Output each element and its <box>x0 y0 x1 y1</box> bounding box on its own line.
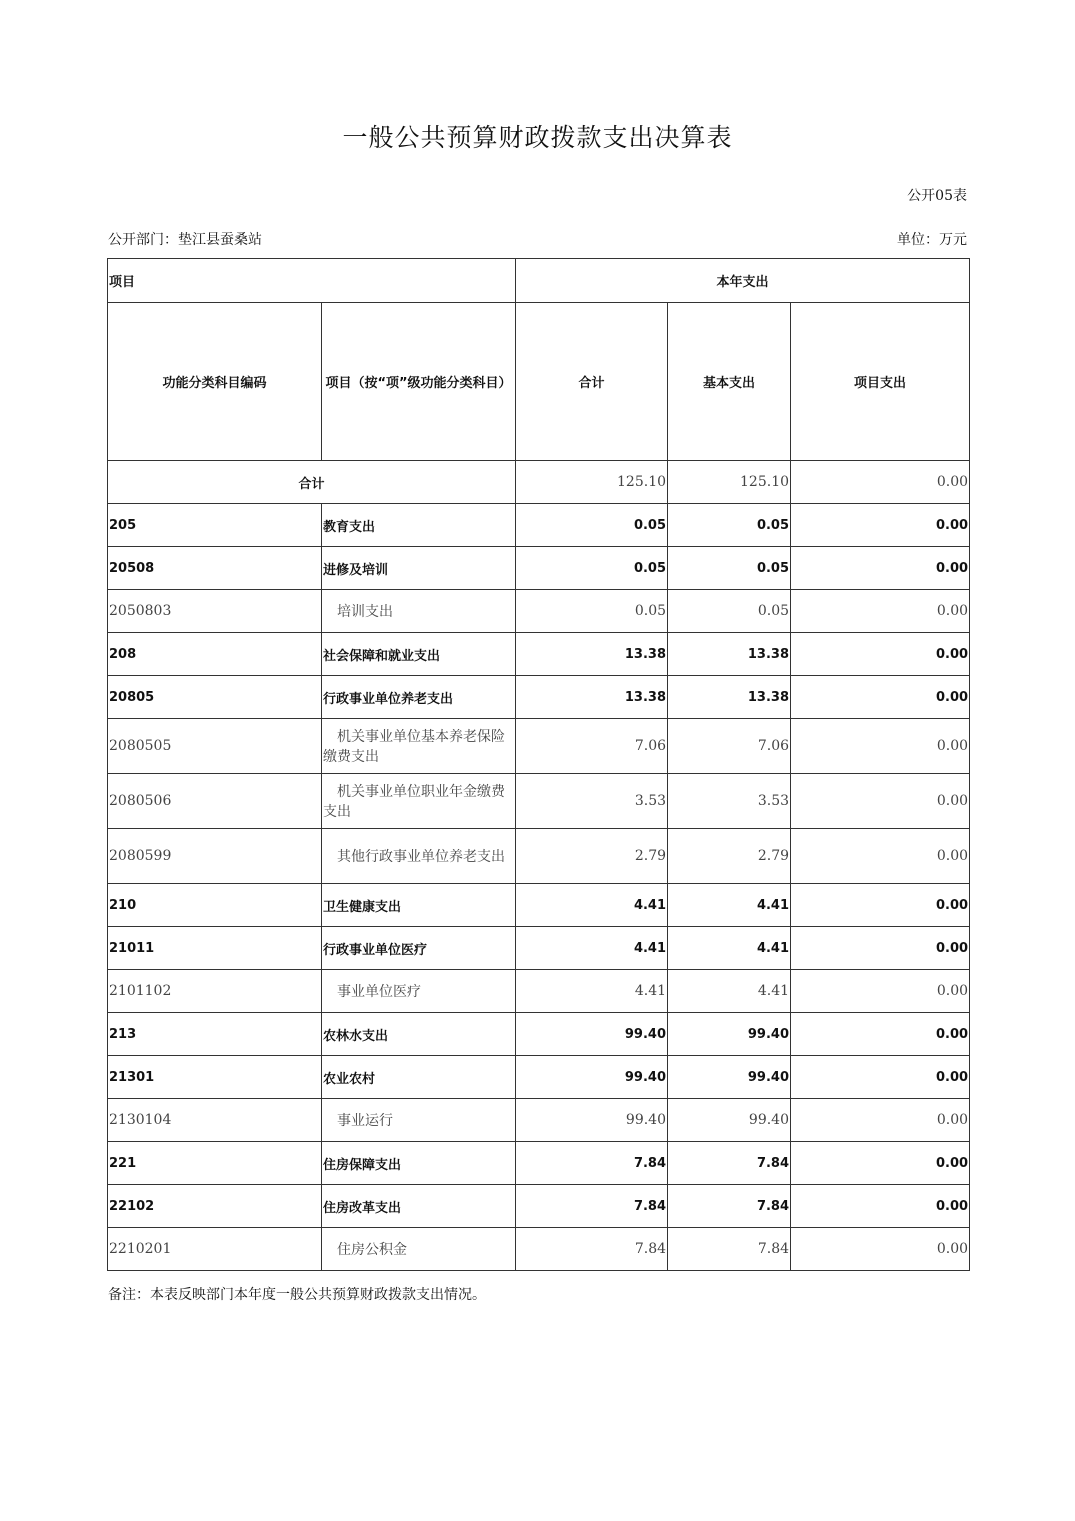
row-project: 0.00 <box>791 1013 970 1056</box>
row-name: 行政事业单位医疗 <box>322 927 516 970</box>
table-row <box>108 633 970 676</box>
row-code: 213 <box>108 1013 322 1056</box>
row-name: 事业运行 <box>322 1099 516 1142</box>
table-row <box>108 1228 970 1271</box>
row-basic: 7.84 <box>668 1142 791 1185</box>
row-name: 农林水支出 <box>322 1013 516 1056</box>
row-project: 0.00 <box>791 504 970 547</box>
row-project: 0.00 <box>791 970 970 1013</box>
row-basic: 4.41 <box>668 884 791 927</box>
row-basic: 7.84 <box>668 1228 791 1271</box>
row-project: 0.00 <box>791 927 970 970</box>
row-total: 4.41 <box>516 927 668 970</box>
table-row <box>108 1099 970 1142</box>
row-basic: 0.05 <box>668 547 791 590</box>
row-project: 0.00 <box>791 1099 970 1142</box>
row-basic: 0.05 <box>668 504 791 547</box>
header-name: 项目（按“项”级功能分类科目） <box>322 303 516 461</box>
row-project: 0.00 <box>791 1228 970 1271</box>
row-total: 7.06 <box>516 719 668 774</box>
row-name: 事业单位医疗 <box>322 970 516 1013</box>
row-total: 4.41 <box>516 884 668 927</box>
row-project: 0.00 <box>791 884 970 927</box>
row-code: 208 <box>108 633 322 676</box>
page-title: 一般公共预算财政拨款支出决算表 <box>342 123 733 152</box>
table-row <box>108 1056 970 1099</box>
row-name: 进修及培训 <box>322 547 516 590</box>
row-code: 210 <box>108 884 322 927</box>
row-total: 0.05 <box>516 590 668 633</box>
table-row <box>108 829 970 884</box>
department-label: 公开部门：垫江县蚕桑站 <box>108 232 262 248</box>
row-total: 0.05 <box>516 504 668 547</box>
table-row <box>108 1185 970 1228</box>
row-basic: 99.40 <box>668 1013 791 1056</box>
row-basic: 7.06 <box>668 719 791 774</box>
total-label: 合计 <box>108 461 516 504</box>
table-row <box>108 676 970 719</box>
row-project: 0.00 <box>791 633 970 676</box>
row-total: 7.84 <box>516 1142 668 1185</box>
row-basic: 4.41 <box>668 970 791 1013</box>
row-name: 行政事业单位养老支出 <box>322 676 516 719</box>
row-basic: 7.84 <box>668 1185 791 1228</box>
total-basic: 125.10 <box>668 461 791 504</box>
row-project: 0.00 <box>791 829 970 884</box>
row-total: 4.41 <box>516 970 668 1013</box>
total-project: 0.00 <box>791 461 970 504</box>
row-total: 2.79 <box>516 829 668 884</box>
table-row <box>108 1142 970 1185</box>
row-basic: 99.40 <box>668 1099 791 1142</box>
table-row <box>108 719 970 774</box>
row-project: 0.00 <box>791 676 970 719</box>
row-project: 0.00 <box>791 1142 970 1185</box>
table-row <box>108 774 970 829</box>
row-total: 13.38 <box>516 633 668 676</box>
row-total: 0.05 <box>516 547 668 590</box>
unit-label: 单位：万元 <box>897 232 967 248</box>
row-name: 培训支出 <box>322 590 516 633</box>
row-basic: 4.41 <box>668 927 791 970</box>
row-project: 0.00 <box>791 774 970 829</box>
table-row <box>108 590 970 633</box>
table-code: 公开05表 <box>907 188 967 204</box>
row-total: 99.40 <box>516 1013 668 1056</box>
row-name: 住房改革支出 <box>322 1185 516 1228</box>
table-row <box>108 547 970 590</box>
row-name: 住房公积金 <box>322 1228 516 1271</box>
row-name: 教育支出 <box>322 504 516 547</box>
footnote: 备注：本表反映部门本年度一般公共预算财政拨款支出情况。 <box>108 1287 486 1303</box>
header-project: 项目支出 <box>791 303 970 461</box>
row-total: 99.40 <box>516 1056 668 1099</box>
expenditure-table <box>107 258 970 1271</box>
table-row <box>108 884 970 927</box>
row-name: 社会保障和就业支出 <box>322 633 516 676</box>
row-basic: 13.38 <box>668 633 791 676</box>
row-basic: 2.79 <box>668 829 791 884</box>
row-total: 13.38 <box>516 676 668 719</box>
row-total: 7.84 <box>516 1228 668 1271</box>
row-name: 机关事业单位职业年金缴费支出 <box>322 774 516 829</box>
header-current-year: 本年支出 <box>516 259 970 303</box>
total-amount: 125.10 <box>516 461 668 504</box>
row-code: 20508 <box>108 547 322 590</box>
row-code: 20805 <box>108 676 322 719</box>
row-code: 2101102 <box>108 970 322 1013</box>
table-row <box>108 970 970 1013</box>
row-name: 农业农村 <box>322 1056 516 1099</box>
row-name: 卫生健康支出 <box>322 884 516 927</box>
header-item: 项目 <box>108 259 516 303</box>
row-code: 221 <box>108 1142 322 1185</box>
row-project: 0.00 <box>791 1185 970 1228</box>
row-code: 22102 <box>108 1185 322 1228</box>
header-basic: 基本支出 <box>668 303 791 461</box>
row-project: 0.00 <box>791 590 970 633</box>
row-code: 2210201 <box>108 1228 322 1271</box>
row-total: 7.84 <box>516 1185 668 1228</box>
row-basic: 3.53 <box>668 774 791 829</box>
row-basic: 13.38 <box>668 676 791 719</box>
row-code: 205 <box>108 504 322 547</box>
row-total: 99.40 <box>516 1099 668 1142</box>
row-name: 住房保障支出 <box>322 1142 516 1185</box>
row-project: 0.00 <box>791 547 970 590</box>
row-basic: 0.05 <box>668 590 791 633</box>
row-code: 2080599 <box>108 829 322 884</box>
row-code: 2130104 <box>108 1099 322 1142</box>
row-project: 0.00 <box>791 1056 970 1099</box>
table-row <box>108 1013 970 1056</box>
row-name: 其他行政事业单位养老支出 <box>322 829 516 884</box>
row-code: 2080505 <box>108 719 322 774</box>
header-code: 功能分类科目编码 <box>108 303 322 461</box>
row-code: 2080506 <box>108 774 322 829</box>
row-code: 21011 <box>108 927 322 970</box>
row-code: 21301 <box>108 1056 322 1099</box>
row-name: 机关事业单位基本养老保险缴费支出 <box>322 719 516 774</box>
row-basic: 99.40 <box>668 1056 791 1099</box>
table-row <box>108 504 970 547</box>
header-total: 合计 <box>516 303 668 461</box>
table-row <box>108 927 970 970</box>
row-project: 0.00 <box>791 719 970 774</box>
row-code: 2050803 <box>108 590 322 633</box>
row-total: 3.53 <box>516 774 668 829</box>
